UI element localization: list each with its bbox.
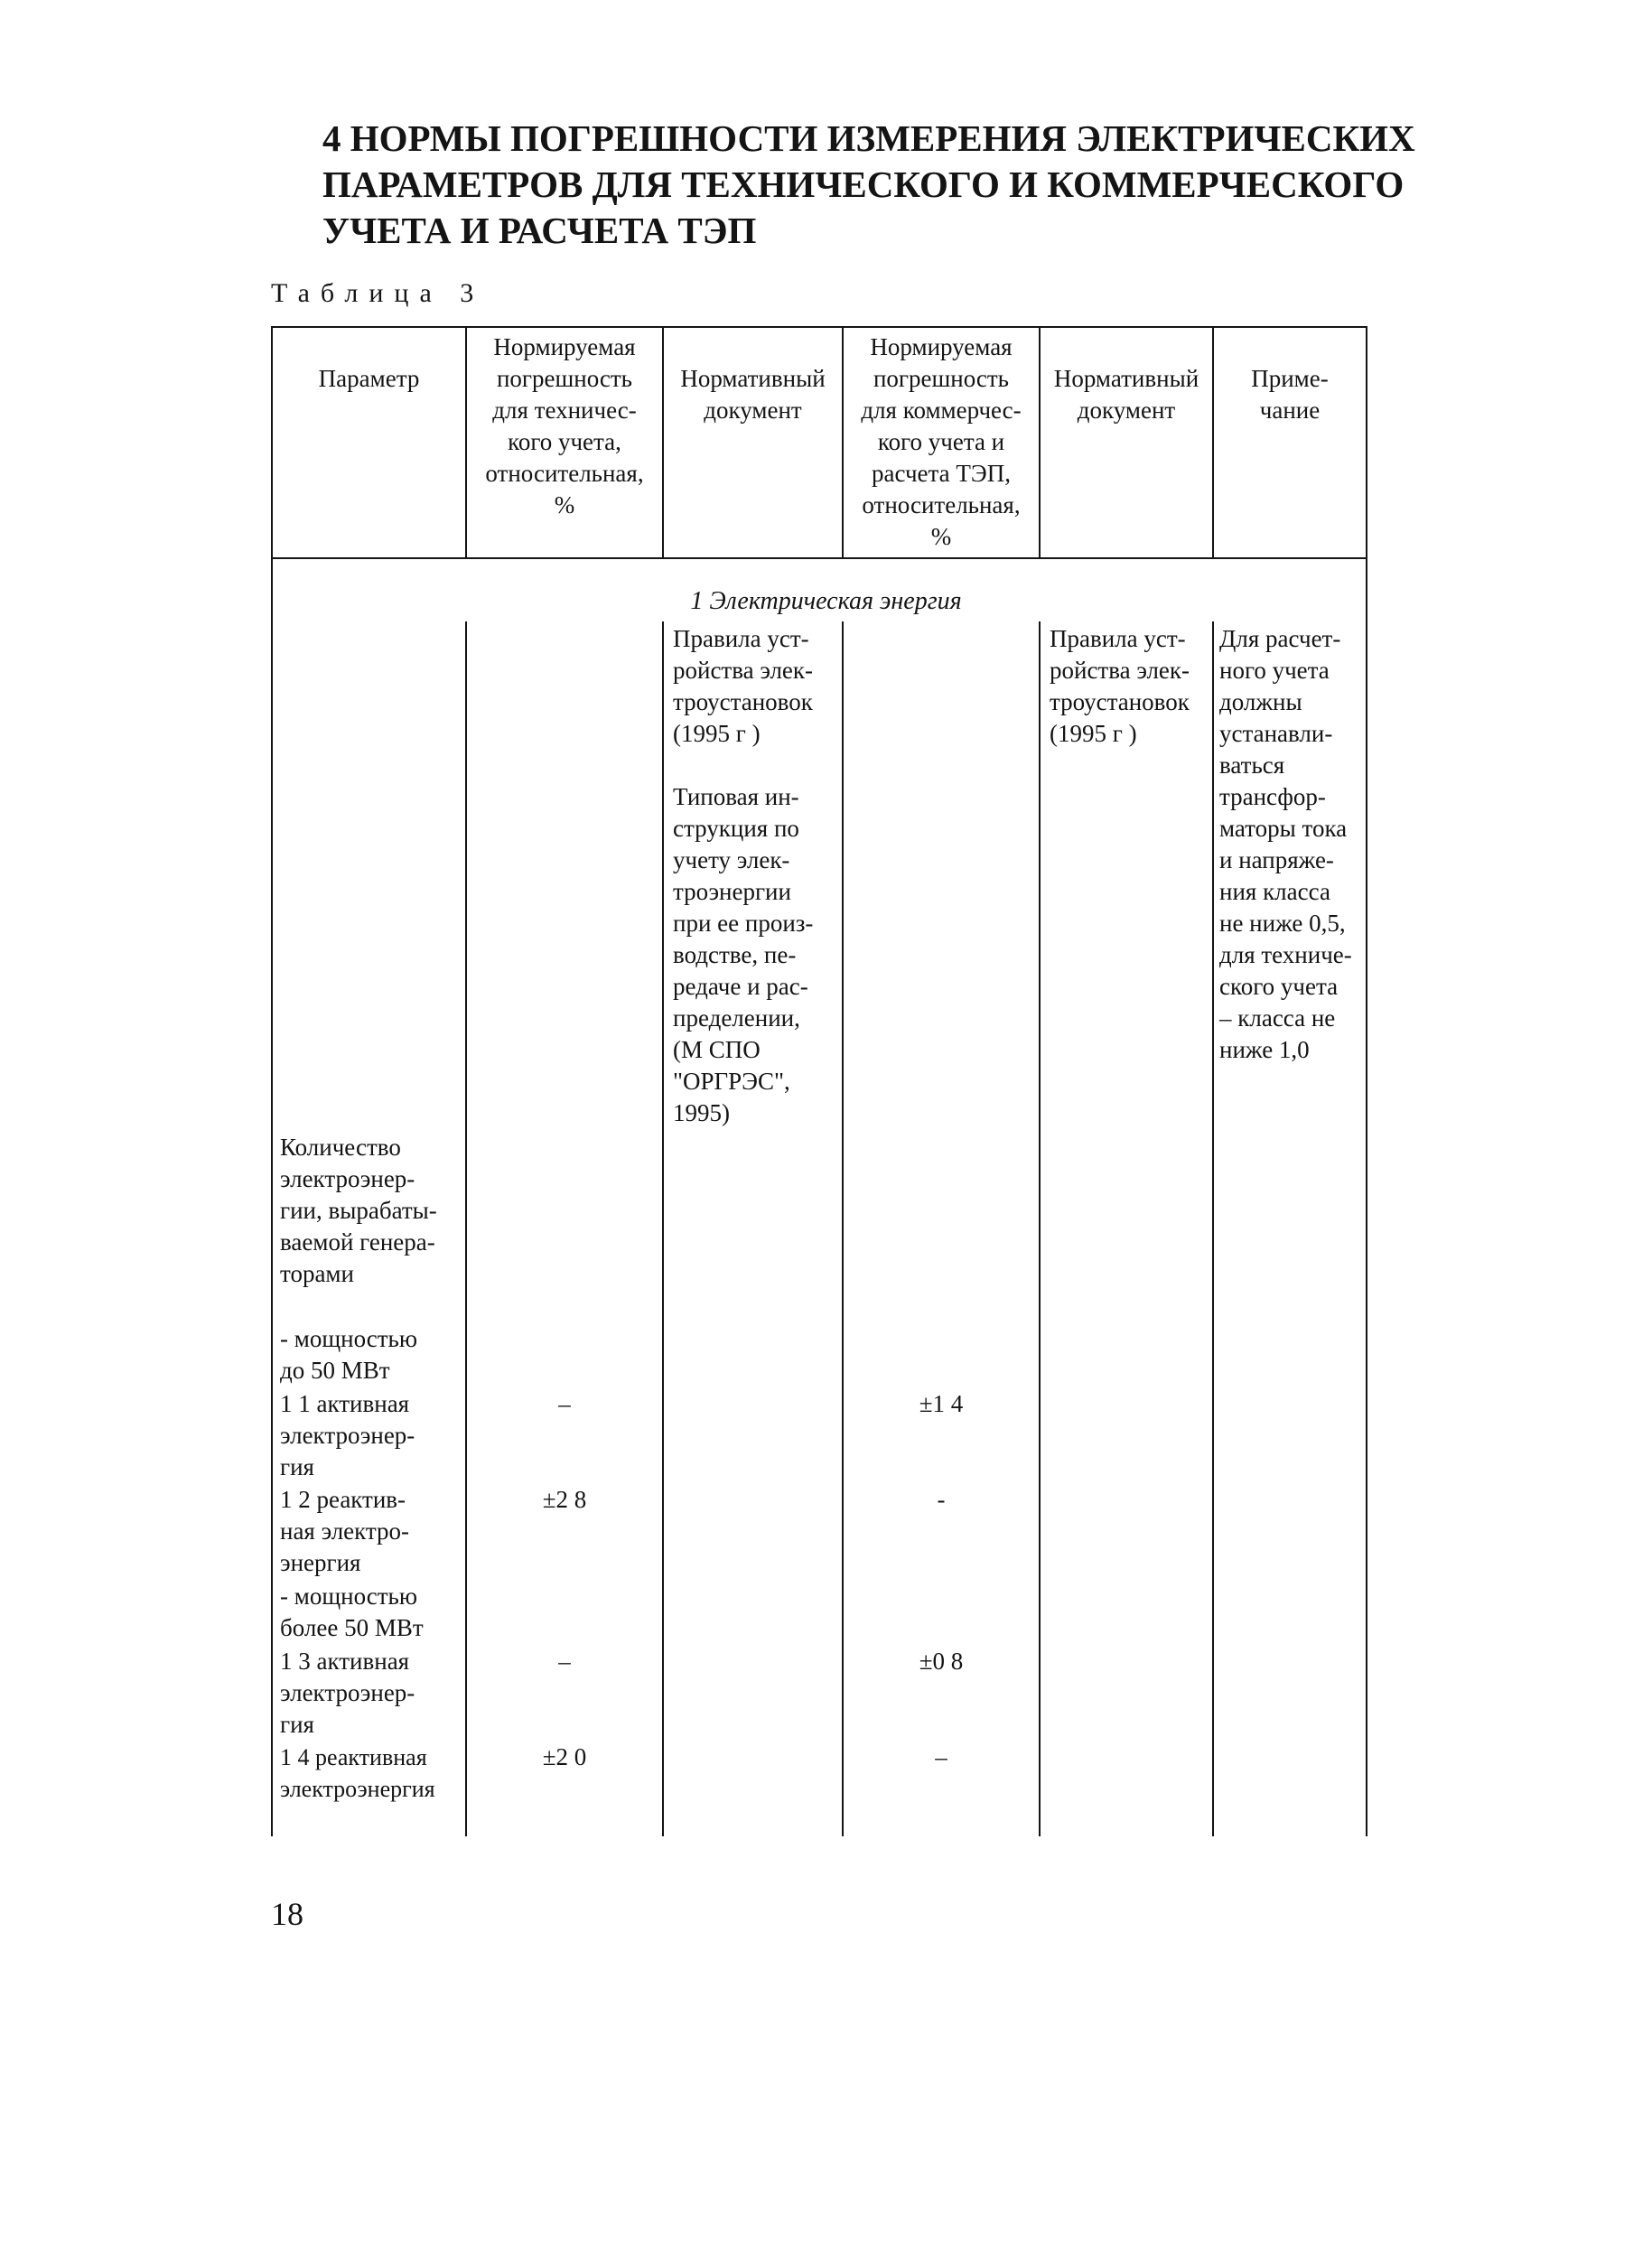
page-number: 18 (271, 1896, 303, 1932)
note-cell: Для расчет- ного учета должны устанавли- ваться трансфор- маторы тока и напряже- ния класса не ниже 0,5, для техниче- ского учета – класса не ниже 1,0 (1219, 625, 1352, 1063)
table-top-border (271, 326, 1367, 328)
parameter-subgroup-up-to-50: - мощностью до 50 МВт (280, 1325, 418, 1384)
row-1-1-param: 1 1 активная электроэнер- гия (280, 1390, 415, 1480)
col-divider-4-body (1039, 621, 1041, 1836)
header-note: Приме- чание (1251, 365, 1329, 424)
header-tech-error: Нормируемая погрешность для техничес- кого учета, относительная, % (485, 333, 644, 518)
header-tech-document: Нормативный документ (680, 365, 826, 424)
row-1-1-tech: – (558, 1390, 571, 1417)
row-1-2-param: 1 2 реактив- ная электро- энергия (280, 1486, 410, 1576)
table-right-border (1366, 326, 1367, 1836)
parameter-main: Количество электроэнер- гии, вырабаты- ваемой генера- торами (280, 1134, 437, 1287)
row-1-2-tech: ±2 8 (542, 1486, 587, 1513)
parameter-subgroup-over-50: - мощностью более 50 МВт (280, 1583, 424, 1641)
col-divider-2-body (662, 621, 664, 1836)
header-parameter: Параметр (318, 365, 420, 392)
row-1-4-comm: – (935, 1743, 947, 1770)
col-divider-5-body (1212, 621, 1214, 1836)
section-heading: 1 Электрическая энергия (690, 587, 962, 615)
row-1-1-comm: ±1 4 (919, 1390, 964, 1417)
row-1-2-comm: - (937, 1486, 946, 1513)
row-1-3-param: 1 3 активная электроэнер- гия (280, 1648, 415, 1738)
tech-normative-document: Правила уст- ройства элек- троустановок (1995 г ) Типовая ин- струкция по учету элек- троэнергии при ее произ- водстве, пе- редаче и рас- пределении, (М СПО "ОРГРЭС", 1995) (673, 625, 814, 1126)
comm-normative-document: Правила уст- ройства элек- троустановок (1995 г ) (1050, 625, 1190, 747)
col-divider-5 (1212, 326, 1214, 559)
document-title: 4 НОРМЫ ПОГРЕШНОСТИ ИЗМЕРЕНИЯ ЭЛЕКТРИЧЕСКИХ ПАРАМЕТРОВ ДЛЯ ТЕХНИЧЕСКОГО И КОММЕРЧЕСКОГО УЧЕТА И РАСЧЕТА ТЭП (322, 117, 1415, 251)
table-left-border (271, 326, 273, 1836)
table-label: Таблица 3 (271, 278, 485, 308)
header-comm-error: Нормируемая погрешность для коммерчес- кого учета и расчета ТЭП, относительная, % (861, 333, 1022, 550)
col-divider-4 (1039, 326, 1041, 559)
row-1-4-tech: ±2 0 (542, 1743, 587, 1770)
col-divider-2 (662, 326, 664, 559)
row-1-4-param: 1 4 реактивная электроэнергия (280, 1744, 435, 1802)
row-1-3-tech: – (558, 1648, 571, 1675)
header-bottom-border (271, 557, 1367, 559)
header-comm-document: Нормативный документ (1053, 365, 1199, 424)
row-1-3-comm: ±0 8 (919, 1648, 964, 1675)
